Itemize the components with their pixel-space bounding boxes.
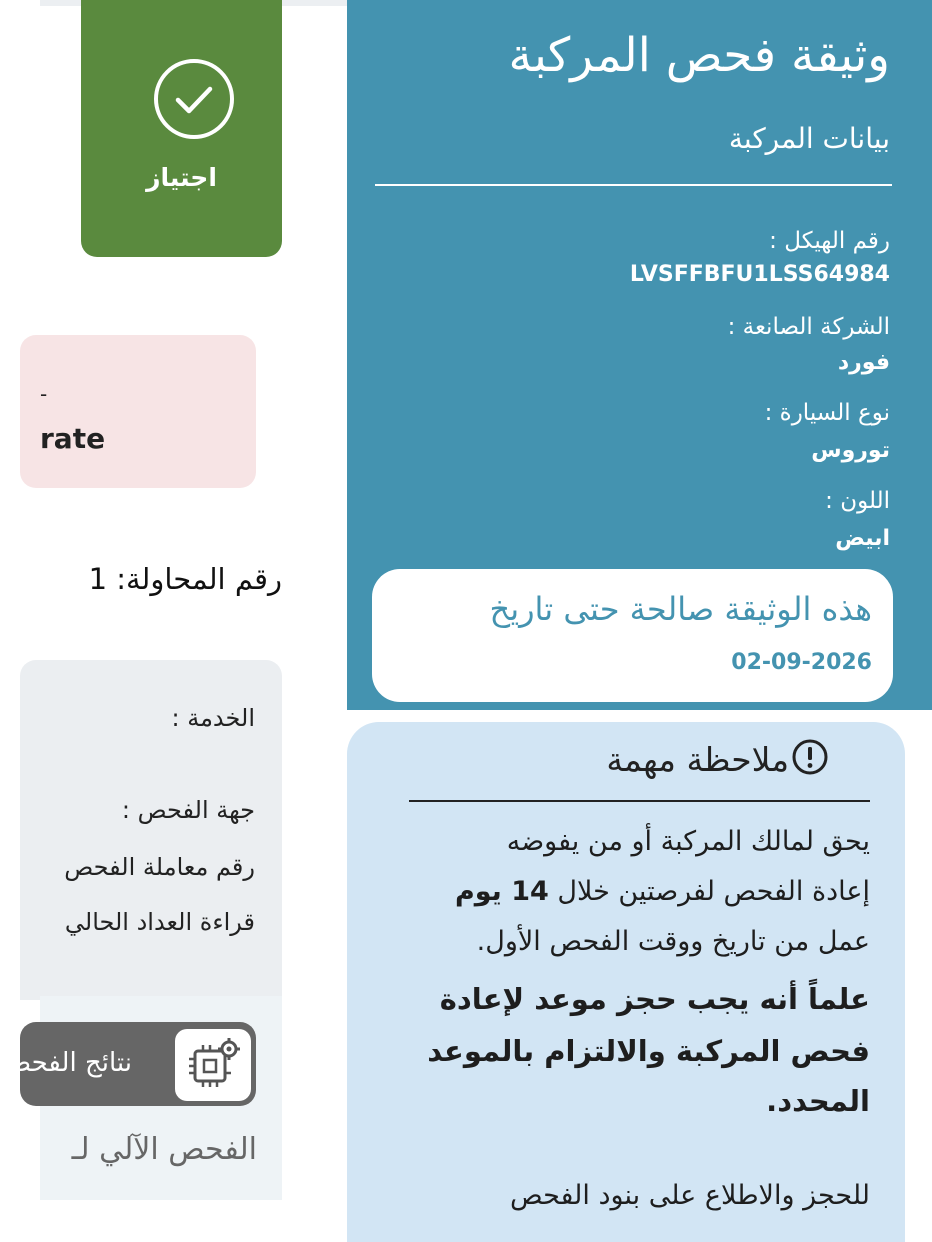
note-line-2-text: إعادة الفحص لفرصتين خلال [557,876,870,907]
note-divider [409,800,870,802]
color-label: اللون : [825,488,890,514]
note-bold-line-3: المحدد. [766,1084,870,1118]
chip-gear-icon [175,1029,251,1101]
left-column [0,0,347,1200]
transaction-number-label: رقم معاملة الفحص [64,853,255,881]
validity-text: هذه الوثيقة صالحة حتى تاريخ [489,590,872,628]
section-title: بيانات المركبة [728,122,890,155]
note-cut-line: للحجز والاطلاع على بنود الفحص [510,1180,870,1211]
note-line-2 [455,876,870,907]
check-circle-icon [152,57,236,141]
section-divider [375,184,892,186]
chassis-label: رقم الهيكل : [769,228,890,254]
inspection-center-label: جهة الفحص : [121,796,255,824]
note-line-1: يحق لمالك المركبة أو من يفوضه [506,826,870,857]
note-days-highlight: 14 يوم [454,876,549,907]
attempt-number: رقم المحاولة: 1 [88,562,282,596]
manufacturer-label: الشركة الصانعة : [727,314,890,340]
note-bold-line-2: فحص المركبة والالتزام بالموعد [427,1034,870,1068]
result-summary-card [20,335,256,488]
note-bold-line-1: علماً أنه يجب حجز موعد لإعادة [439,982,870,1016]
result-summary-text: rate [40,422,106,455]
pass-label: اجتياز [146,163,217,192]
results-label: نتائج الفحص [0,1048,132,1078]
service-label: الخدمة : [171,704,255,732]
validity-date: 02-09-2026 [731,650,872,675]
odometer-label: قراءة العداد الحالي [64,908,255,936]
car-type-label: نوع السيارة : [764,400,890,426]
color-value: ابيض [835,526,890,551]
note-line-3: عمل من تاريخ ووقت الفحص الأول. [476,926,870,957]
result-summary-dash: - [40,382,48,406]
car-type-value: توروس [811,438,890,463]
validity-card [372,569,893,702]
manufacturer-value: فورد [837,350,890,375]
exclamation-circle-icon [791,738,829,776]
automated-inspection-text: الفحص الآلي لـ [71,1132,257,1167]
note-title: ملاحظة مهمة [606,740,789,779]
chassis-value: LVSFFBFU1LSS64984 [629,262,890,287]
document-title: وثيقة فحص المركبة [508,28,890,83]
